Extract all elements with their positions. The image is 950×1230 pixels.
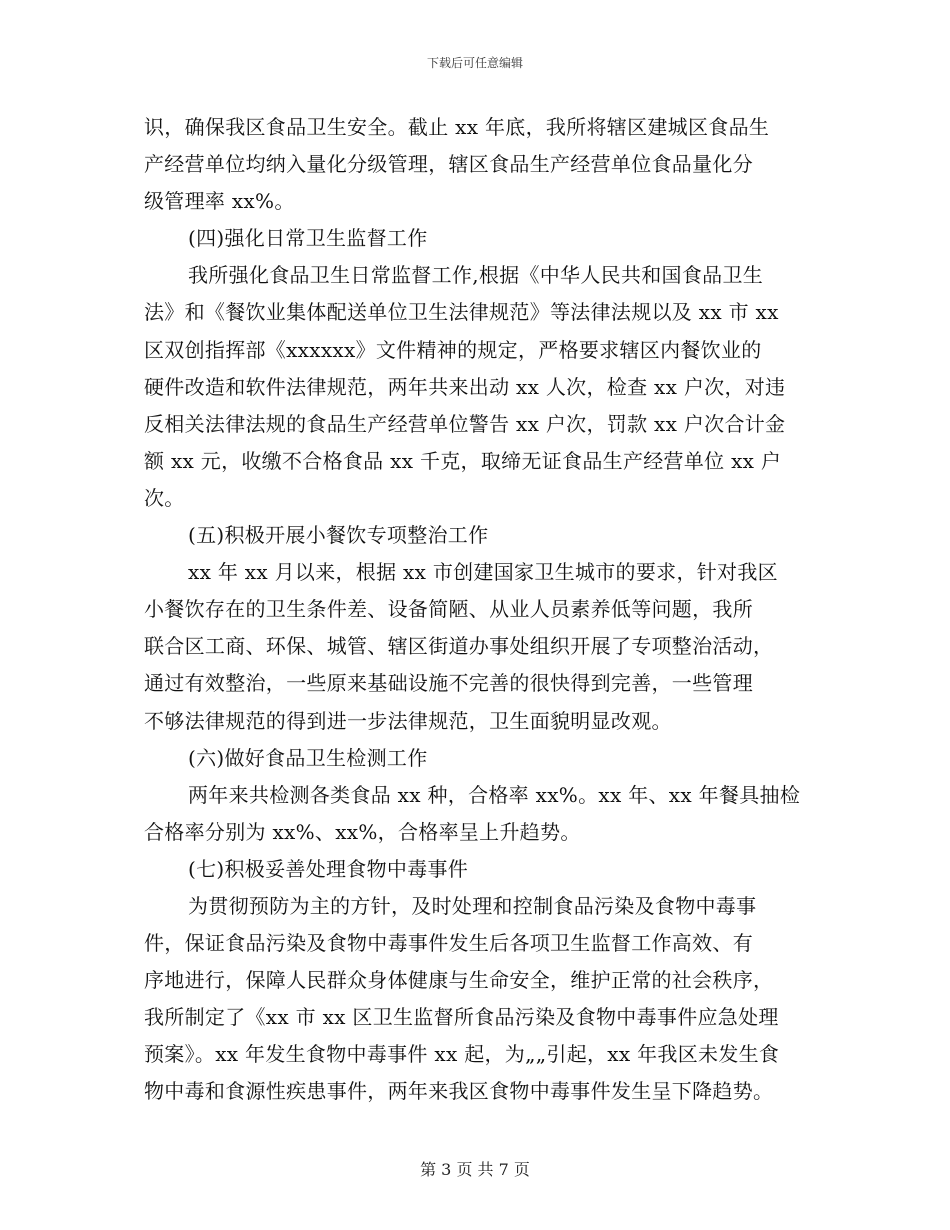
text-line: xx 年 xx 月以来，根据 xx 市创建国家卫生城市的要求，针对我区 bbox=[188, 560, 778, 585]
text-line: 次。 bbox=[144, 485, 185, 510]
section-heading-7: (七)积极妥善处理食物中毒事件 bbox=[188, 856, 469, 881]
text-line: 为贯彻预防为主的方针，及时处理和控制食品污染及食物中毒事 bbox=[188, 893, 757, 918]
text-line: 额 xx 元，收缴不合格食品 xx 千克，取缔无证食品生产经营单位 xx 户 bbox=[144, 448, 782, 473]
page-footer: 第 3 页 共 7 页 bbox=[420, 1160, 530, 1179]
section-heading-4: (四)强化日常卫生监督工作 bbox=[188, 226, 428, 251]
text-line: 预案》。xx 年发生食物中毒事件 xx 起，为„„引起，xx 年我区未发生食 bbox=[144, 1042, 780, 1067]
page-header: 下载后可任意编辑 bbox=[426, 56, 523, 70]
text-line: 我所制定了《xx 市 xx 区卫生监督所食品污染及食物中毒事件应急处理 bbox=[144, 1005, 779, 1030]
text-line: 硬件改造和软件法律规范，两年共来出动 xx 人次，检查 xx 户次，对违 bbox=[144, 374, 786, 399]
section-heading-6: (六)做好食品卫生检测工作 bbox=[188, 745, 428, 770]
text-line: 物中毒和食源性疾患事件，两年来我区食物中毒事件发生呈下降趋势。 bbox=[144, 1079, 774, 1104]
text-line: 我所强化食品卫生日常监督工作,根据《中华人民共和国食品卫生 bbox=[188, 263, 764, 288]
text-line: 区双创指挥部《xxxxxx》文件精神的规定，严格要求辖区内餐饮业的 bbox=[144, 337, 762, 362]
text-line: 件，保证食品污染及食物中毒事件发生后各项卫生监督工作高效、有 bbox=[144, 931, 753, 956]
text-line: 产经营单位均纳入量化分级管理，辖区食品生产经营单位食品量化分 bbox=[144, 152, 753, 177]
text-line: 两年来共检测各类食品 xx 种，合格率 xx%。xx 年、xx 年餐具抽检 bbox=[188, 782, 801, 807]
text-line: 级管理率 xx%。 bbox=[144, 189, 295, 214]
text-line: 识，确保我区食品卫生安全。截止 xx 年底，我所将辖区建城区食品生 bbox=[144, 115, 770, 139]
text-line: 不够法律规范的得到进一步法律规范，卫生面貌明显改观。 bbox=[144, 708, 672, 733]
text-line: 小餐饮存在的卫生条件差、设备简陋、从业人员素养低等问题，我所 bbox=[144, 597, 753, 622]
document-body bbox=[144, 109, 816, 1111]
text-line: 序地进行，保障人民群众身体健康与生命安全，维护正常的社会秩序， bbox=[144, 968, 774, 993]
text-line: 联合区工商、环保、城管、辖区街道办事处组织开展了专项整治活动， bbox=[144, 634, 774, 659]
text-line: 法》和《餐饮业集体配送单位卫生法律规范》等法律法规以及 xx 市 xx bbox=[144, 300, 779, 325]
text-line: 合格率分别为 xx%、xx%，合格率呈上升趋势。 bbox=[144, 819, 581, 844]
section-heading-5: (五)积极开展小餐饮专项整治工作 bbox=[188, 523, 489, 548]
text-line: 通过有效整治，一些原来基础设施不完善的很快得到完善，一些管理 bbox=[144, 671, 753, 696]
text-line: 反相关法律法规的食品生产经营单位警告 xx 户次，罚款 xx 户次合计金 bbox=[144, 411, 786, 436]
